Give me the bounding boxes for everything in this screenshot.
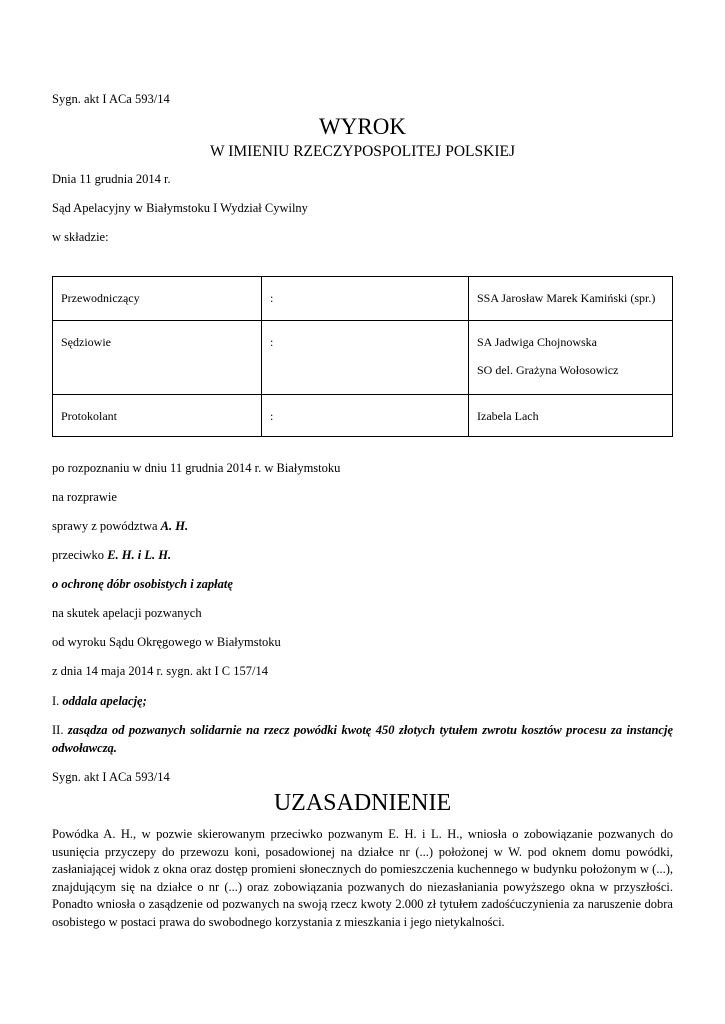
judgment-reference: od wyroku Sądu Okręgowego w Białymstoku xyxy=(52,635,281,649)
judgment-date: Dnia 11 grudnia 2014 r. xyxy=(52,172,171,186)
judge-name: SA Jadwiga Chojnowska xyxy=(477,335,597,349)
presiding-name: SSA Jarosław Marek Kamiński (spr.) xyxy=(469,277,673,321)
case-number: Sygn. akt I ACa 593/14 xyxy=(52,92,170,106)
clerk-colon: : xyxy=(262,395,469,437)
clerk-name: Izabela Lach xyxy=(469,395,673,437)
judgment-title: WYROK xyxy=(319,114,406,139)
justification-case-number: Sygn. akt I ACa 593/14 xyxy=(52,770,170,784)
case-subject: o ochronę dóbr osobistych i zapłatę xyxy=(52,577,233,591)
judge-name: SO del. Grażyna Wołosowicz xyxy=(477,363,619,377)
ruling-item-1 xyxy=(52,694,147,709)
judgment-reference-date: z dnia 14 maja 2014 r. sygn. akt I C 157/14 xyxy=(52,664,268,678)
ruling-number: I. xyxy=(52,694,63,708)
table-row xyxy=(53,321,673,395)
appeal-info: na skutek apelacji pozwanych xyxy=(52,606,202,620)
ruling-item-2 xyxy=(52,722,673,757)
against-line xyxy=(52,548,171,563)
claim-prefix: sprawy z powództwa xyxy=(52,519,161,533)
justification-title: UZASADNIENIE xyxy=(273,790,452,816)
against-prefix: przeciwko xyxy=(52,548,108,562)
table-row xyxy=(53,395,673,437)
claim-line xyxy=(52,519,188,534)
presiding-label: Przewodniczący xyxy=(53,277,262,321)
judges-label: Sędziowie xyxy=(53,321,262,395)
ruling-number: II. xyxy=(52,723,68,737)
session-type: na rozprawie xyxy=(52,490,117,504)
composition-intro: w składzie: xyxy=(52,230,109,244)
judges-colon: : xyxy=(262,321,469,395)
presiding-colon: : xyxy=(262,277,469,321)
defendants-names: E. H. i L. H. xyxy=(107,548,172,562)
plaintiff-name: A. H. xyxy=(160,519,189,533)
court-name: Sąd Apelacyjny w Białymstoku I Wydział Cywilny xyxy=(52,201,308,215)
ruling-text: zasądza od pozwanych solidarnie na rzecz powódki kwotę 450 złotych tytułem zwrotu kosztów procesu za instancję odwoławczą. xyxy=(52,723,673,755)
ruling-text: oddala apelację; xyxy=(62,694,147,708)
judges-names xyxy=(469,321,673,395)
clerk-label: Protokolant xyxy=(53,395,262,437)
composition-table xyxy=(52,276,673,437)
hearing-info: po rozpoznaniu w dniu 11 grudnia 2014 r. w Białymstoku xyxy=(52,461,341,475)
justification-paragraph: Powódka A. H., w pozwie skierowanym przeciwko pozwanym E. H. i L. H., wniosła o zobowiązanie pozwanych do usunięcia przyczepy do przewozu koni, posadowionej na działce nr (...) położonej w W. pod oknem domu powódki, zasłaniającej widok z okna oraz dostęp promieni słonecznych do pomieszczenia kuchennego w budynku położonym w (...), znajdującym się na działce o nr (...) oraz zobowiązania pozwanych do niezasłaniania powyższego okna w przyszłości. Ponadto wniosła o zasądzenie od pozwanych na swoją rzecz kwoty 2.000 zł tytułem zadośćuczynienia za naruszenie dobra osobistego w postaci prawa do swobodnego korzystania z mieszkania i jego nietykalności. xyxy=(52,827,673,929)
judgment-subtitle: W IMIENIU RZECZYPOSPOLITEJ POLSKIEJ xyxy=(210,143,515,160)
table-row xyxy=(53,277,673,321)
